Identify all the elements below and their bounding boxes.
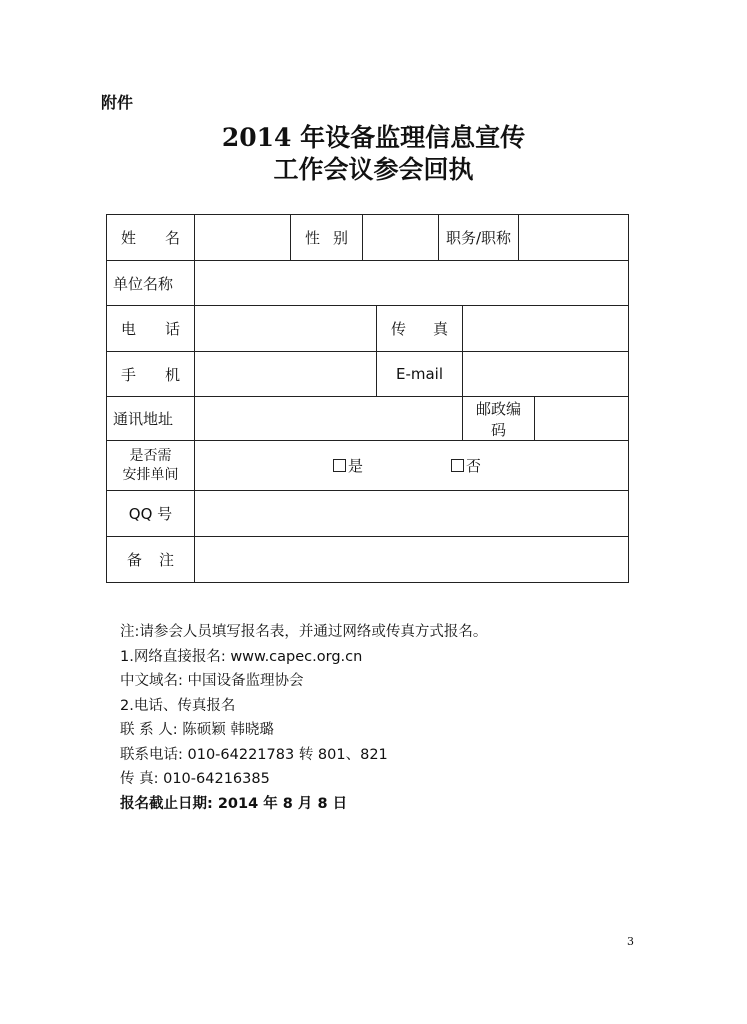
unit-label: 单位名称 <box>107 261 195 306</box>
fax-field[interactable] <box>463 306 629 352</box>
registration-form-table <box>106 214 629 583</box>
postcode-field[interactable] <box>535 397 629 441</box>
postcode-label: 邮政编码 <box>463 397 535 441</box>
remark-field[interactable] <box>195 537 629 583</box>
position-label: 职务/职称 <box>439 215 519 261</box>
gender-label-cell: 性 别 <box>291 215 363 261</box>
mobile-label-cell: 手 机 <box>107 352 195 397</box>
form-row-room <box>107 441 629 491</box>
note-line: 1.网络直接报名: www.capec.org.cn <box>120 648 363 665</box>
deadline-line: 报名截止日期: 2014 年 8 月 8 日 <box>120 795 348 812</box>
page-number: 3 <box>627 935 634 948</box>
phone-label-cell: 电 话 <box>107 306 195 352</box>
notes-section <box>120 620 487 816</box>
note-line: 联 系 人: 陈硕颖 韩晓璐 <box>120 722 274 738</box>
name-field[interactable] <box>195 215 291 261</box>
gender-field[interactable] <box>363 215 439 261</box>
room-yes-checkbox[interactable]: 是 <box>333 455 363 476</box>
room-options <box>195 441 629 491</box>
email-label: E-mail <box>377 352 463 397</box>
form-row-phone <box>107 306 629 352</box>
note-line: 2.电话、传真报名 <box>120 697 236 714</box>
qq-field[interactable] <box>195 491 629 537</box>
checkbox-icon <box>451 459 464 472</box>
checkbox-icon <box>333 459 346 472</box>
fax-label-cell: 传 真 <box>377 306 463 352</box>
note-line: 联系电话: 010-64221783 转 801、821 <box>120 746 388 763</box>
form-row-qq <box>107 491 629 537</box>
remark-label-cell: 备 注 <box>107 537 195 583</box>
address-label: 通讯地址 <box>107 397 195 441</box>
address-field[interactable] <box>195 397 463 441</box>
form-row-unit <box>107 261 629 306</box>
page-subtitle: 工作会议参会回执 <box>273 155 474 184</box>
form-row-mobile <box>107 352 629 397</box>
name-label-cell: 姓 名 <box>107 215 195 261</box>
qq-label: QQ 号 <box>107 491 195 537</box>
position-field[interactable] <box>519 215 629 261</box>
phone-field[interactable] <box>195 306 377 352</box>
form-row-remark <box>107 537 629 583</box>
note-line: 注:请参会人员填写报名表，并通过网络或传真方式报名。 <box>120 624 488 640</box>
note-line: 传 真: 010-64216385 <box>120 771 270 787</box>
form-row-name <box>107 215 629 261</box>
unit-field[interactable] <box>195 261 629 306</box>
mobile-field[interactable] <box>195 352 377 397</box>
form-row-address <box>107 397 629 441</box>
room-no-checkbox[interactable]: 否 <box>451 455 481 476</box>
note-line: 中文域名: 中国设备监理协会 <box>120 673 304 689</box>
page-title: 2014 年设备监理信息宣传 <box>221 123 526 152</box>
email-field[interactable] <box>463 352 629 397</box>
room-label: 是否需 安排单间 <box>107 441 195 491</box>
attachment-label: 附件 <box>101 93 134 112</box>
